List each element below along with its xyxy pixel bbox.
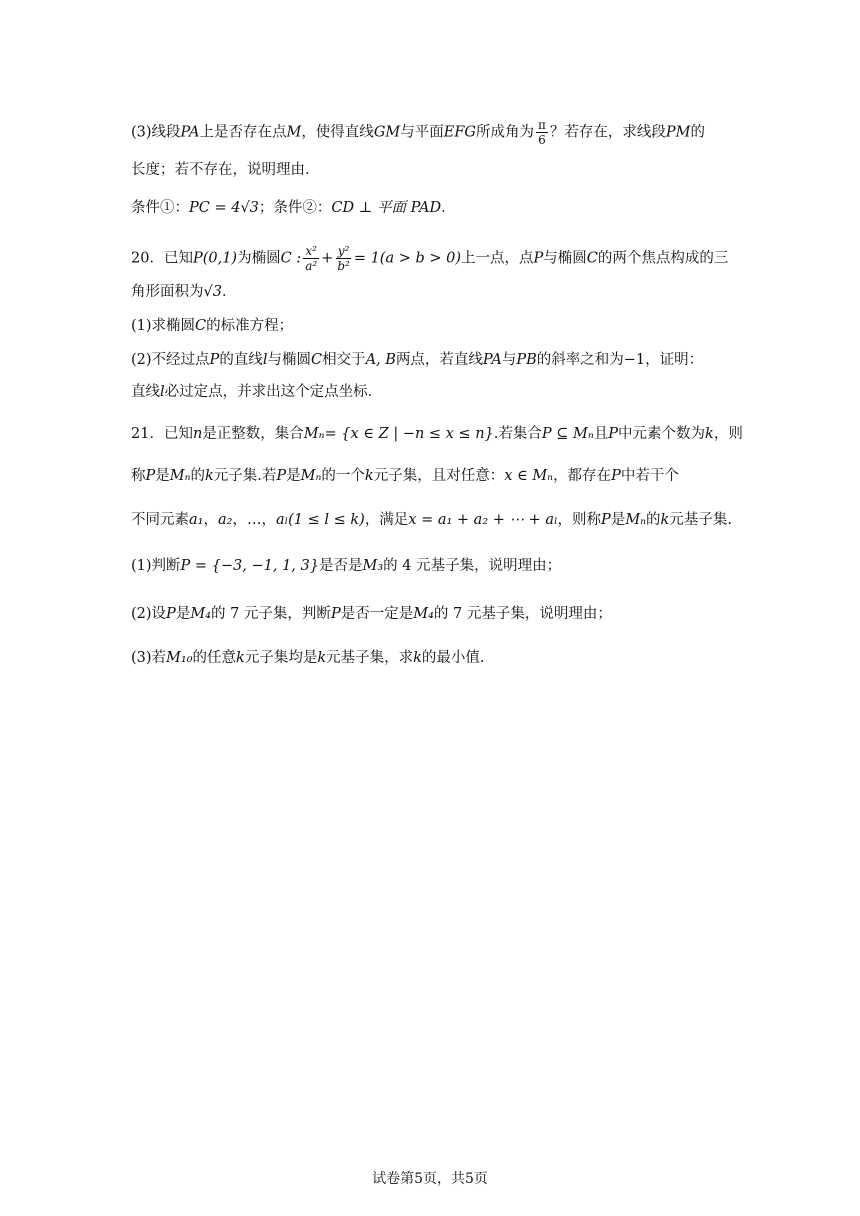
q21-part3: (3)若M₁₀的任意k元子集均是k元基子集，求k的最小值. [131, 650, 485, 666]
q20-stem-line1: 20．已知P(0,1)为椭圆C : $\frac{\text{x²}}{\text{a²}}$ + $\frac{\text{y²}}{\text{b²}}$ = 1(a > b > 0)上一点，点P与椭圆C的两个焦点构成的三 [131, 244, 729, 273]
q20-stem-line2: 角形面积为√3． [131, 284, 237, 300]
q19-part3-line1: (3)线段PA上是否存在点M，使得直线GM与平面EFG所成角为 $\frac{\pi}{6}$ ？若存在，求线段PM的 [131, 118, 705, 147]
q21-line1: 21．已知n是正整数，集合Mₙ= {x ∈ Z | −n ≤ x ≤ n}.若集合P ⊆ Mₙ且P中元素个数为k，则 [131, 426, 743, 442]
q21-line3: 不同元素a₁，a₂，…，aₗ(1 ≤ l ≤ k)，满足x = a₁ + a₂ + ⋯ + aₗ，则称P是Mₙ的k元基子集. [131, 512, 732, 528]
page-footer: 试卷第5页，共5页 [372, 1171, 488, 1187]
y-fraction: $\frac{\text{y²}}{\text{b²}}$ [337, 244, 350, 273]
q20-part2-line1: (2)不经过点P的直线l与椭圆C相交于A, B两点，若直线PA与PB的斜率之和为−1，证明： [131, 352, 704, 368]
q19-conditions: 条件①：PC = 4√3；条件②：CD ⊥ 平面 PAD． [131, 200, 456, 216]
q19-part3-line2: 长度；若不存在，说明理由． [131, 162, 320, 178]
q21-part1: (1)判断P = {−3, −1, 1, 3}是否是M₃的 4 元基子集，说明理由； [131, 558, 562, 574]
angle-fraction: $\frac{\pi}{6}$ [537, 118, 546, 147]
q20-part2-line2: 直线l必过定点，并求出这个定点坐标． [131, 384, 383, 400]
q20-part1: (1)求椭圆C的标准方程； [131, 318, 294, 334]
q21-part2: (2)设P是M₄的 7 元子集，判断P是否一定是M₄的 7 元基子集，说明理由； [131, 606, 612, 622]
x-fraction: $\frac{\text{x²}}{\text{a²}}$ [305, 244, 318, 273]
q21-line2: 称P是Mₙ的k元子集.若P是Mₙ的一个k元子集，且对任意：x ∈ Mₙ，都存在P中若干个 [131, 468, 679, 484]
